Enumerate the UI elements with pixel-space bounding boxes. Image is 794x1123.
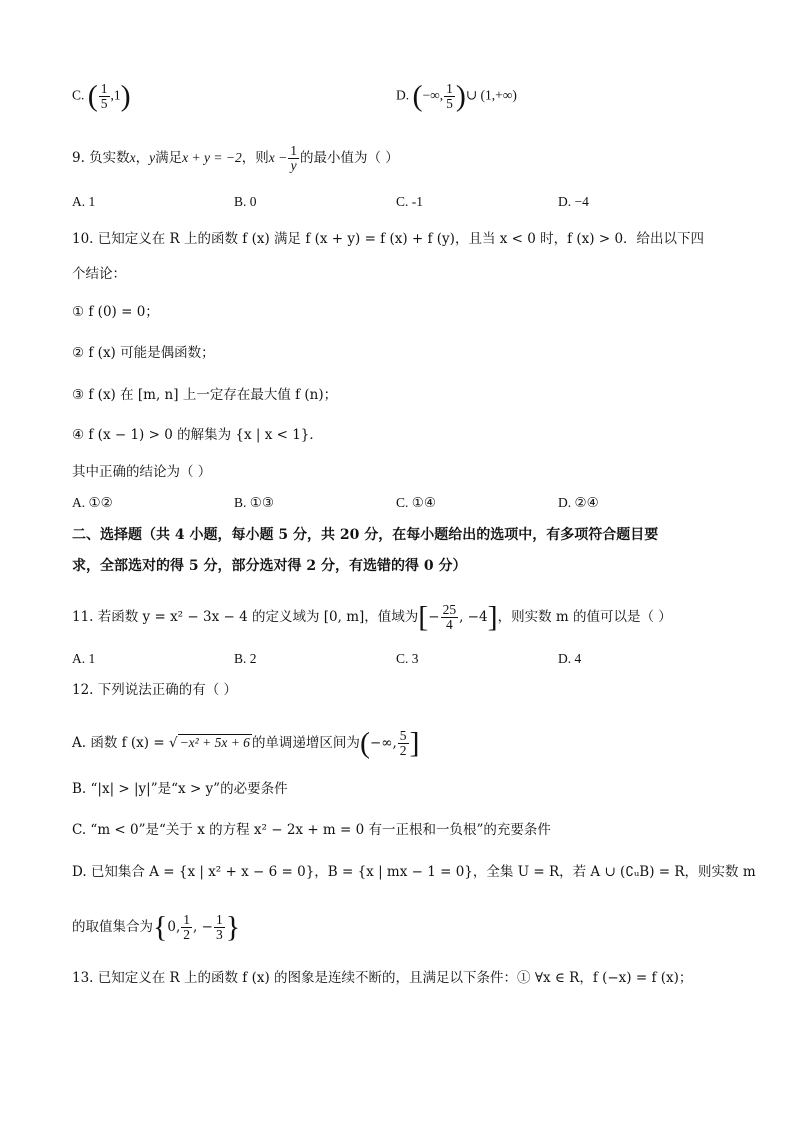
q9-option-a: A. 1 (72, 194, 96, 209)
q12-option-d-line2: 的取值集合为{0, $\frac{1}{2}$ , − $\frac{1}{3}$ } (72, 910, 241, 944)
question-11-stem: 11. 若函数 y = x² − 3x − 4 的定义域为 [0, m]，值域为[− $\frac{25}{4}$ , −4]，则实数 m 的值可以是（ ） (72, 600, 672, 634)
q12-option-a: A. 函数 f (x) = √ −x² + 5x + 6 的单调递增区间为(−∞, $\frac{5}{2}$ ] (72, 726, 420, 760)
q10-option-b: B. ①③ (234, 495, 274, 510)
question-12-stem: 12. 下列说法正确的有（ ） (72, 682, 238, 698)
q11-option-c: C. 3 (396, 651, 419, 666)
q12-option-c: C. “m < 0”是“关于 x 的方程 x² − 2x + m = 0 有一正根和一负根”的充要条件 (72, 822, 551, 838)
question-10-stem-line1: 10. 已知定义在 R 上的函数 f (x) 满足 f (x + y) = f (x) + f (y)，且当 x < 0 时，f (x) > 0．给出以下四 (72, 231, 705, 247)
q11-option-b: B. 2 (234, 651, 257, 666)
q10-conclusion-2: ② f (x) 可能是偶函数； (72, 345, 215, 361)
section-2-heading-line2: 求，全部选对的得 5 分，部分选对得 2 分，有选错的得 0 分） (72, 558, 467, 574)
q8-option-c: C. ( $\frac{1}{5}$ ,1) (72, 79, 131, 113)
q12-option-b: B. “|x| > |y|”是“x > y”的必要条件 (72, 781, 288, 797)
question-13-stem: 13. 已知定义在 R 上的函数 f (x) 的图象是连续不断的，且满足以下条件：① ∀x ∈ R，f (−x) = f (x)； (72, 970, 693, 986)
q11-option-a: A. 1 (72, 651, 96, 666)
q10-conclusion-4: ④ f (x − 1) > 0 的解集为 {x | x < 1}． (72, 427, 323, 443)
q9-option-d: D. −4 (558, 194, 589, 209)
q10-option-d: D. ②④ (558, 495, 599, 510)
q10-option-a: A. ①② (72, 495, 113, 510)
q10-conclusion-1: ① f (0) = 0； (72, 304, 159, 320)
q10-option-c: C. ①④ (396, 495, 436, 510)
q12-option-d-line1: D. 已知集合 A = {x | x² + x − 6 = 0}，B = {x | mx − 1 = 0}，全集 U = R，若 A ∪ (∁ᵤB) = R，则实数 m (72, 864, 756, 880)
q10-conclusion-3: ③ f (x) 在 [m, n] 上一定存在最大值 f (n)； (72, 387, 338, 403)
q9-option-b: B. 0 (234, 194, 257, 209)
question-10-ask: 其中正确的结论为（ ） (72, 464, 212, 480)
question-10-stem-line2: 个结论： (72, 266, 126, 282)
section-2-heading-line1: 二、选择题（共 4 小题，每小题 5 分，共 20 分，在每小题给出的选项中，有多项符合题目要 (72, 527, 659, 543)
q11-option-d: D. 4 (558, 651, 582, 666)
question-9-stem: 9. 负实数x，y满足x + y = −2，则x − $\frac{1}{y}$ 的最小值为（ ） (72, 143, 399, 173)
q9-option-c: C. -1 (396, 194, 423, 209)
q8-option-d: D. (−∞, $\frac{1}{5}$ )∪ (1,+∞) (396, 79, 517, 113)
